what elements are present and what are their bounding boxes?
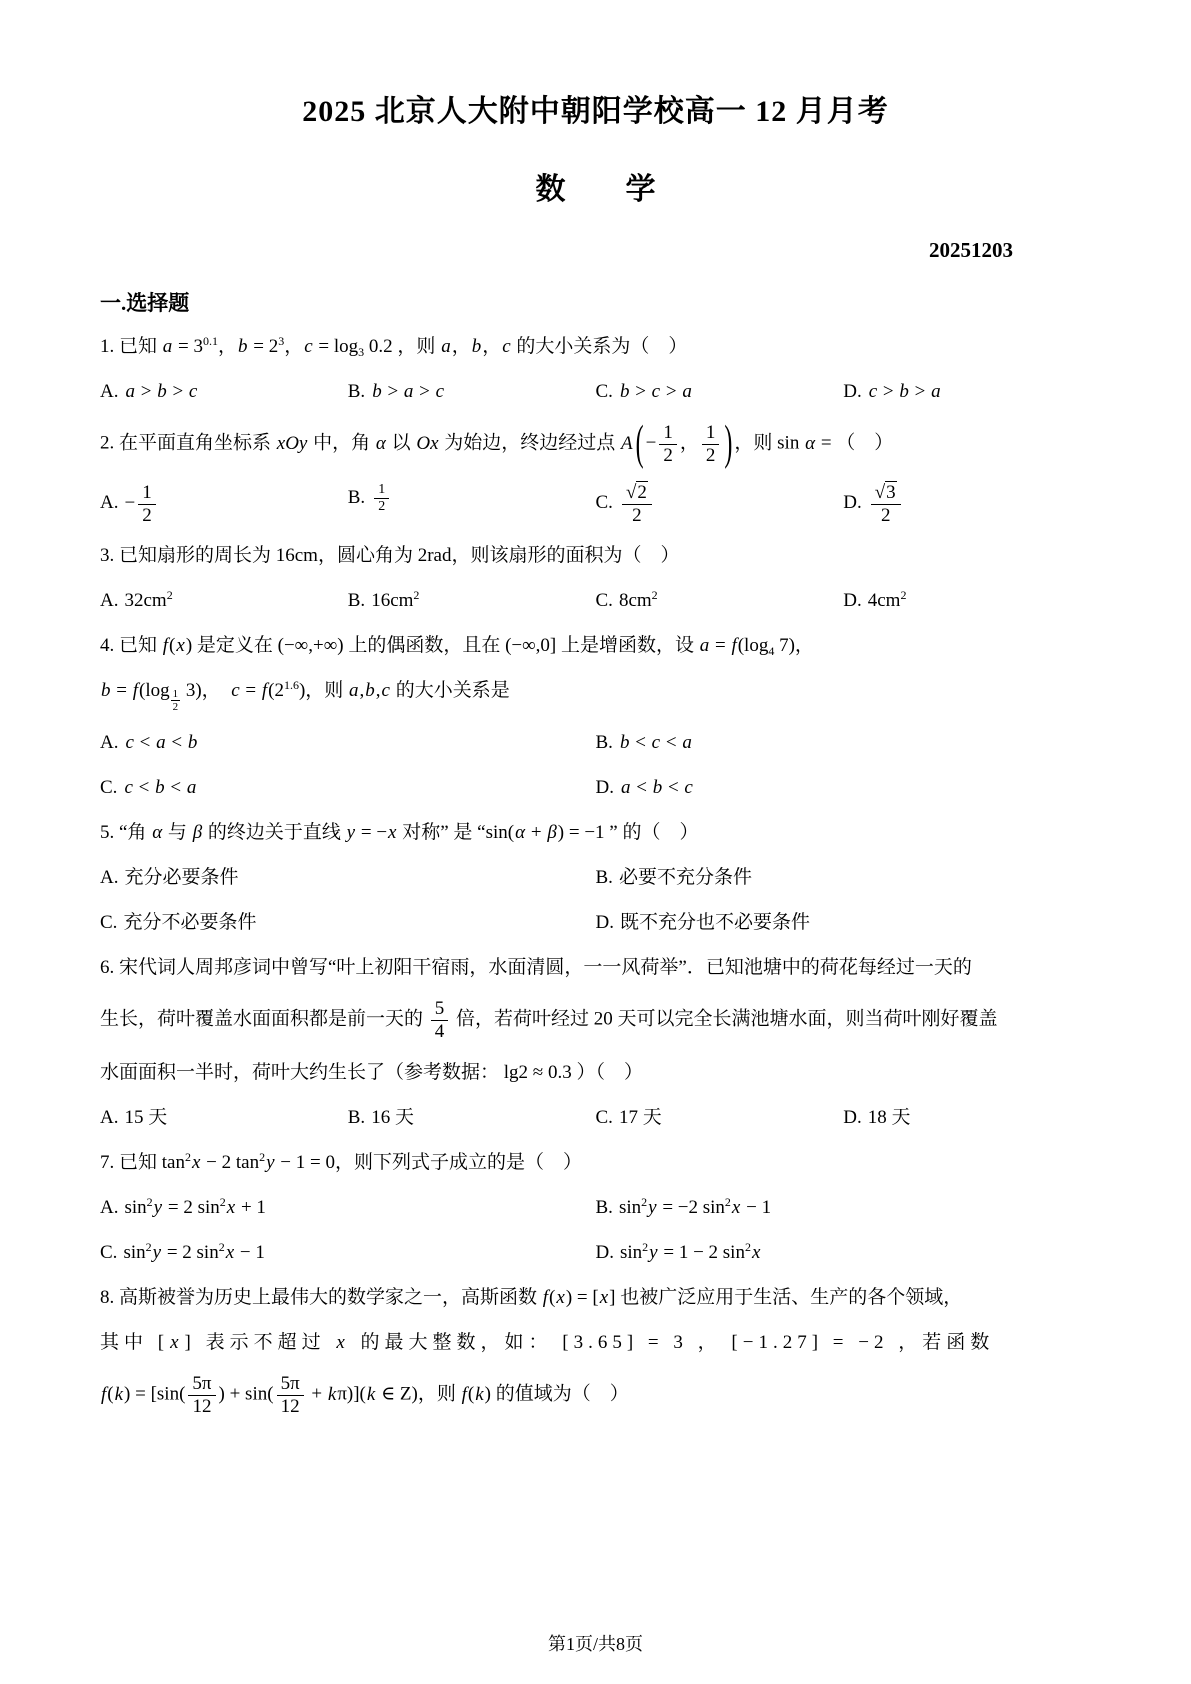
question-7-options-row: [100, 1193, 1091, 1223]
question-2-stem-line-1: 2. 在平面直角坐标系 xOy 中，角 α 以 Ox 为始边，终边经过点 A ( − $\frac{1}{2}$ ， $\frac{1}{2}$ ) ，则 sin α = （ ）: [100, 417, 894, 471]
option-label: B.: [347, 1107, 366, 1129]
option-label: C.: [595, 1107, 613, 1129]
math-variable: a: [931, 381, 941, 402]
question-1-stem-line-1: 1. 已知 $a = 3^{0.1}$，$b = 2^3$，$c = \log_3 0.2$ ，则 a，b，c 的大小关系为（ ）: [100, 334, 688, 359]
option-label: D.: [843, 492, 862, 514]
question-6-options-row: [100, 1103, 1091, 1133]
question-7-option-B: B. $\sin^2y = -2$ $\sin^2x - 1$: [595, 1195, 772, 1219]
question-2-option-B: [348, 482, 596, 527]
math-variable: x: [191, 1152, 201, 1174]
math-variable: c: [502, 336, 511, 357]
math-variable: y: [152, 1242, 162, 1264]
math-variable: f: [101, 1383, 107, 1405]
subscript-fraction: $\frac{1}{2}$: [172, 688, 179, 714]
question-5-option-D: D. 既不充分也不必要条件: [595, 912, 810, 934]
math-variable: x: [599, 1287, 609, 1309]
question-1-option-B: B. b > a > c: [347, 381, 445, 402]
fraction: $\frac{5}{4}$: [431, 998, 449, 1043]
question-6-stem-line-2: 生长，荷叶覆盖水面面积都是前一天的 $\frac{5}{4}$ 倍，若荷叶经过 20 天可以完全长满池塘水面，则当荷叶刚好覆盖: [100, 998, 998, 1043]
radical-sign: √: [874, 481, 886, 503]
question-2: [100, 417, 1091, 526]
superscript: 2: [724, 1195, 731, 1210]
superscript: 2: [219, 1195, 226, 1210]
math-variable: c: [435, 381, 445, 402]
question-5: [100, 818, 1091, 938]
question-4-options-row: [100, 773, 1091, 803]
fraction: $\frac{5\pi}{12}$: [188, 1373, 215, 1418]
superscript: 0.1: [202, 334, 218, 348]
option-label: A.: [100, 867, 119, 889]
math-variable: b: [101, 680, 111, 702]
exam-subject: 数 学: [535, 173, 656, 206]
math-variable: a: [403, 381, 414, 402]
math-variable: α: [152, 822, 163, 844]
big-paren: ): [724, 417, 733, 471]
math-variable: f: [461, 1383, 467, 1405]
math-variable: a: [620, 777, 631, 799]
question-4-stem-line-2: b = f(log $\frac{1}{2}$ 3)， $c = f(2^{1.6})$，则 a,b,c 的大小关系是: [101, 678, 510, 714]
question-8: [100, 1283, 1091, 1418]
question-3-option-B: B. $16cm^2$: [347, 588, 420, 612]
math-variable: c: [868, 381, 878, 402]
math-variable: y: [266, 1152, 275, 1174]
math-variable: α: [805, 432, 816, 454]
math-variable: x: [336, 1332, 350, 1354]
question-3-option-C: C. $8cm^2$: [595, 588, 658, 612]
math-variable: f: [731, 635, 737, 657]
option-label: A.: [100, 590, 119, 612]
math-variable: β: [192, 822, 203, 844]
math-variable: k: [366, 1383, 376, 1405]
math-variable: α: [515, 822, 526, 844]
math-variable: k: [475, 1383, 484, 1405]
big-paren: (: [635, 417, 644, 471]
question-8-stem-line-1: 8. 高斯被誉为历史上最伟大的数学家之一，高斯函数 f(x) = [x] 也被广泛应用于生活、生产的各个领域，: [100, 1287, 963, 1309]
question-6-option-B: B. 16 天: [347, 1107, 414, 1129]
superscript: 2: [166, 588, 173, 603]
question-7-option-A: A. $\sin^2y = 2$ $\sin^2x + 1$: [100, 1195, 266, 1219]
fraction: $\frac{1}{2}$: [374, 482, 389, 515]
math-variable: b: [157, 381, 167, 402]
math-variable: x: [225, 1242, 235, 1264]
option-label: B.: [595, 1197, 613, 1219]
question-5-option-B: B. 必要不充分条件: [595, 867, 752, 889]
question-7-option-D: D. $\sin^2y = 1 - 2$ $\sin^2x$: [595, 1240, 761, 1264]
option-label: C.: [100, 1242, 118, 1264]
question-4-option-C: C. c < b < a: [100, 777, 197, 799]
option-label: A.: [100, 381, 119, 402]
option-label: D.: [595, 777, 614, 799]
fraction: $\frac{5\pi}{12}$: [277, 1373, 304, 1418]
question-7-option-C: C. $\sin^2y = 2$ $\sin^2x - 1$: [100, 1240, 265, 1264]
math-variable: c: [684, 777, 693, 799]
superscript: 2: [744, 1240, 751, 1255]
option-label: A.: [100, 1197, 119, 1219]
question-5-option-A: A. 充分必要条件: [100, 867, 239, 889]
option-label: B.: [347, 381, 366, 402]
math-variable: c: [125, 732, 134, 754]
fraction: $\frac{1}{2}$: [702, 422, 720, 467]
question-8-stem-line-3: f(k) = [sin( $\frac{5\pi}{12}$ ) + sin( $\frac{5\pi}{12}$ + kπ)](k ∈ Z)，则 f(k) 的值域为（ ）: [101, 1373, 629, 1417]
math-variable: c: [381, 680, 390, 702]
math-variable: x: [731, 1197, 741, 1219]
question-2-option-A: A. − $\frac{1}{2}$: [100, 482, 348, 527]
question-1-option-A: A. a > b > c: [100, 381, 198, 402]
question-4-stem-line-1: 4. 已知 f(x) 是定义在 (−∞,+∞) 上的偶函数，且在 (−∞,0] 上是增函数，设 $a = f(\log_4$ 7)，: [100, 635, 814, 659]
math-variable: b: [619, 381, 630, 402]
sqrt-fraction: $\frac{√3}{2}$: [871, 482, 901, 527]
math-variable: a: [125, 381, 135, 402]
option-label: C.: [100, 912, 118, 934]
math-variable: y: [648, 1197, 657, 1219]
math-variable: Ox: [416, 432, 439, 454]
math-variable: x: [170, 1332, 184, 1354]
option-label: D.: [843, 590, 862, 612]
question-1-options-row: [100, 377, 1091, 407]
question-2-option-C: [596, 482, 844, 527]
question-1-option-C: C. b > c > a: [595, 381, 692, 402]
option-label: B.: [347, 486, 366, 508]
question-6-stem-line-3: 水面面积一半时，荷叶大约生长了（参考数据： lg2 ≈ 0.3 ）（ ）: [100, 1062, 643, 1084]
math-variable: x: [388, 822, 397, 844]
exam-title: 2025 北京人大附中朝阳学校高一 12 月月考: [302, 95, 889, 128]
superscript: 2: [413, 588, 420, 603]
superscript: 2: [900, 588, 907, 603]
radical-sign: √: [625, 481, 637, 503]
option-label: B.: [595, 732, 613, 754]
exam-date: 20251203: [929, 238, 1013, 262]
section-heading: 一.选择题: [100, 291, 190, 315]
superscript: 2: [218, 1240, 225, 1255]
superscript: 2: [641, 1195, 648, 1210]
superscript: 2: [145, 1240, 152, 1255]
math-variable: a: [682, 732, 692, 754]
question-5-option-C: C. 充分不必要条件: [100, 912, 257, 934]
option-label: C.: [595, 381, 613, 402]
math-variable: f: [261, 680, 268, 702]
math-variable: a: [349, 680, 359, 702]
option-label: A.: [100, 732, 119, 754]
superscript: 2: [642, 1240, 649, 1255]
sqrt-fraction: $\frac{√2}{2}$: [622, 482, 652, 527]
subscript: 4: [768, 644, 775, 659]
question-3-options-row: [100, 586, 1091, 616]
math-variable: k: [327, 1383, 337, 1405]
math-variable: a: [162, 336, 173, 357]
question-6-option-D: D. 18 天: [843, 1107, 911, 1129]
option-label: C.: [595, 492, 613, 514]
math-variable: y: [346, 822, 356, 844]
question-1: [100, 332, 1091, 407]
math-variable: b: [471, 336, 482, 357]
math-variable: c: [231, 680, 240, 702]
question-4-option-A: A. c < a < b: [100, 732, 198, 754]
option-label: C.: [100, 777, 118, 799]
question-6-stem-line-1: 6. 宋代词人周邦彦词中曾写“叶上初阳干宿雨，水面清圆，一一风荷举”．已知池塘中的荷花每经过一天的: [100, 957, 972, 979]
math-variable: b: [365, 680, 375, 702]
question-7: [100, 1148, 1091, 1268]
page-footer: 第1页/共8页: [547, 1634, 643, 1654]
question-8-stem-line-2: 其中 [x] 表示不超过 x 的最大整数，如： [3.65] = 3 ， [−1.27] = −2 ，若函数: [100, 1332, 995, 1354]
superscript: 2: [651, 588, 658, 603]
math-variable: f: [162, 635, 169, 657]
option-label: D.: [595, 912, 614, 934]
math-variable: f: [132, 680, 138, 702]
math-variable: a: [186, 777, 197, 799]
superscript: 2: [259, 1150, 266, 1165]
question-3: [100, 541, 1091, 616]
question-2-option-D: [843, 482, 1091, 527]
questions-list: [100, 332, 1091, 1418]
math-variable: c: [188, 381, 198, 402]
question-4-options-row: [100, 728, 1091, 758]
option-label: B.: [347, 590, 366, 612]
question-6-option-A: A. 15 天: [100, 1107, 168, 1129]
option-label: D.: [595, 1242, 614, 1264]
math-variable: c: [651, 732, 661, 754]
math-variable: k: [114, 1383, 124, 1405]
math-variable: b: [187, 732, 198, 754]
math-variable: b: [238, 336, 248, 357]
math-variable: β: [547, 822, 557, 844]
math-variable: b: [899, 381, 909, 402]
option-label: D.: [843, 1107, 862, 1129]
math-variable: x: [751, 1242, 761, 1264]
math-variable: a: [441, 336, 451, 357]
fraction: $\frac{1}{2}$: [659, 422, 677, 467]
math-variable: y: [649, 1242, 658, 1264]
math-variable: y: [153, 1197, 163, 1219]
math-variable: c: [124, 777, 133, 799]
math-variable: a: [682, 381, 692, 402]
question-6: [100, 953, 1091, 1133]
math-variable: x: [226, 1197, 236, 1219]
superscript: 1.6: [283, 678, 299, 693]
math-variable: xOy: [276, 432, 308, 454]
question-7-stem-line-1: 7. 已知 $\tan^2x - 2$ $\tan^2y - 1 = 0$，则下列式子成立的是（ ）: [100, 1150, 582, 1174]
math-variable: c: [304, 336, 313, 357]
question-1-option-D: D. c > b > a: [843, 381, 941, 402]
math-variable: b: [652, 777, 663, 799]
question-2-options-row: [100, 482, 1091, 527]
question-3-option-A: A. $32cm^2$: [100, 588, 173, 612]
question-3-stem-line-1: 3. 已知扇形的周长为 16cm，圆心角为 2rad，则该扇形的面积为（ ）: [100, 545, 680, 567]
question-7-options-row: [100, 1238, 1091, 1268]
math-variable: α: [375, 432, 386, 454]
question-3-option-D: D. $4cm^2$: [843, 588, 907, 612]
superscript: 3: [278, 334, 285, 348]
option-label: D.: [843, 381, 862, 402]
math-variable: x: [176, 635, 185, 657]
superscript: 2: [146, 1195, 153, 1210]
question-5-stem-line-1: 5. “角 α 与 β 的终边关于直线 y = −x 对称” 是 “sin(α + β) = −1 ” 的（ ）: [100, 822, 699, 844]
math-variable: b: [619, 732, 630, 754]
option-label: A.: [100, 492, 119, 514]
question-4: [100, 631, 1091, 803]
option-label: B.: [595, 867, 613, 889]
option-label: C.: [595, 590, 613, 612]
question-5-options-row: [100, 863, 1091, 893]
math-variable: a: [699, 635, 710, 657]
math-variable: c: [651, 381, 661, 402]
math-variable: a: [156, 732, 166, 754]
fraction: $\frac{1}{2}$: [138, 482, 156, 527]
math-variable: f: [542, 1287, 549, 1309]
math-variable: b: [372, 381, 382, 402]
question-6-option-C: C. 17 天: [595, 1107, 662, 1129]
subscript: 3: [358, 345, 365, 359]
math-variable: A: [621, 432, 633, 454]
math-variable: x: [556, 1287, 565, 1309]
question-4-option-B: B. b < c < a: [595, 732, 692, 754]
math-variable: b: [155, 777, 165, 799]
question-5-options-row: [100, 908, 1091, 938]
superscript: 2: [184, 1150, 191, 1165]
option-label: A.: [100, 1107, 119, 1129]
question-4-option-D: D. a < b < c: [595, 777, 693, 799]
